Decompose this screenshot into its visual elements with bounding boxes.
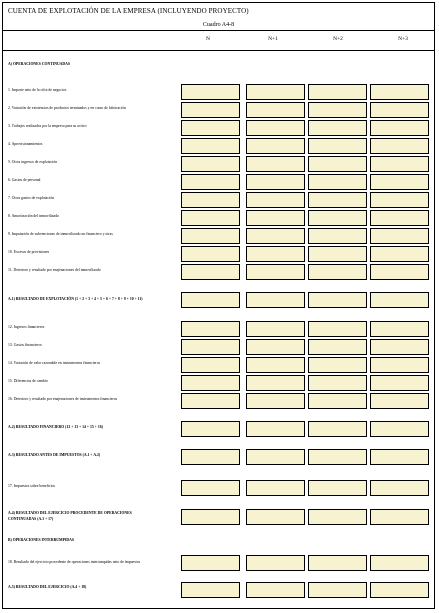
input-cell-r9-n1[interactable] <box>246 228 305 244</box>
row-label-subtotal: A.5) RESULTADO DEL EJERCICIO (A.4 + 18) <box>8 585 87 589</box>
input-cell-r16-n[interactable] <box>181 393 240 409</box>
input-cell-r4-n3[interactable] <box>370 138 429 154</box>
input-cell-a2-n[interactable] <box>181 421 240 437</box>
input-cell-a3-n1[interactable] <box>246 449 305 465</box>
input-cell-r13-n[interactable] <box>181 339 240 355</box>
column-header-n3: N+3 <box>398 36 408 42</box>
input-cell-r16-n1[interactable] <box>246 393 305 409</box>
input-cell-r6-n3[interactable] <box>370 174 429 190</box>
input-cell-r8-n[interactable] <box>181 210 240 226</box>
input-cell-a1-n2[interactable] <box>308 292 367 308</box>
input-cell-r13-n2[interactable] <box>308 339 367 355</box>
input-cell-r7-n1[interactable] <box>246 192 305 208</box>
input-cell-r4-n[interactable] <box>181 138 240 154</box>
row-label-subtotal: A.4) RESULTADO DEL EJERCICIO PROCEDENTE DE OPERACIONES <box>8 511 132 515</box>
input-cell-r8-n3[interactable] <box>370 210 429 226</box>
input-cell-r16-n3[interactable] <box>370 393 429 409</box>
input-cell-a4-n1[interactable] <box>246 509 305 525</box>
input-cell-r12-n1[interactable] <box>246 321 305 337</box>
row-label: 17. Impuestos sobre beneficios <box>8 484 56 488</box>
row-label: 18. Resultado del ejercicio procedente de operaciones interrumpidas neto de impuestos <box>8 560 141 564</box>
input-cell-r14-n3[interactable] <box>370 357 429 373</box>
input-cell-r11-n2[interactable] <box>308 264 367 280</box>
input-cell-r6-n1[interactable] <box>246 174 305 190</box>
input-cell-r4-n2[interactable] <box>308 138 367 154</box>
input-cell-r3-n1[interactable] <box>246 120 305 136</box>
divider <box>3 50 434 51</box>
column-header-n: N <box>206 36 210 42</box>
row-label-subtotal: A.2) RESULTADO FINANCIERO (12 + 13 + 14 + 15 + 16) <box>8 425 103 429</box>
input-cell-r12-n3[interactable] <box>370 321 429 337</box>
input-cell-r10-n1[interactable] <box>246 246 305 262</box>
input-cell-r7-n2[interactable] <box>308 192 367 208</box>
input-cell-r2-n2[interactable] <box>308 102 367 118</box>
row-label: 3. Trabajos realizados por la empresa para su activo <box>8 124 87 128</box>
input-cell-r6-n2[interactable] <box>308 174 367 190</box>
section-heading-interrumpidas: B) OPERACIONES INTERRUMPIDAS <box>8 538 75 542</box>
row-label: 6. Gastos de personal <box>8 178 41 182</box>
input-cell-r18-n2[interactable] <box>308 555 367 571</box>
row-label: 11. Deterioro y resultado por enajenaciones del inmovilizado <box>8 268 101 272</box>
input-cell-r14-n[interactable] <box>181 357 240 373</box>
row-label: 16. Deterioro y resultado por enajenaciones de instrumentos financieros <box>8 397 118 401</box>
input-cell-r14-n1[interactable] <box>246 357 305 373</box>
page-title: CUENTA DE EXPLOTACIÓN DE LA EMPRESA (INCLUYENDO PROYECTO) <box>8 7 249 15</box>
input-cell-r2-n[interactable] <box>181 102 240 118</box>
input-cell-r15-n3[interactable] <box>370 375 429 391</box>
row-label: 4. Aprovisionamientos <box>8 142 43 146</box>
input-cell-r16-n2[interactable] <box>308 393 367 409</box>
input-cell-r12-n[interactable] <box>181 321 240 337</box>
input-cell-r13-n1[interactable] <box>246 339 305 355</box>
row-label: 13. Gastos financieros <box>8 343 42 347</box>
row-label: 12. Ingresos financieros <box>8 325 45 329</box>
input-cell-r14-n2[interactable] <box>308 357 367 373</box>
input-cell-r9-n[interactable] <box>181 228 240 244</box>
input-cell-r8-n1[interactable] <box>246 210 305 226</box>
input-cell-r2-n3[interactable] <box>370 102 429 118</box>
input-cell-r9-n3[interactable] <box>370 228 429 244</box>
input-cell-r1-n3[interactable] <box>370 84 429 100</box>
row-label: 9. Imputación de subvenciones de inmovilizado no financiero y otras <box>8 232 113 236</box>
row-label: 2. Variación de existencias de productos terminados y en curso de fabricación <box>8 106 126 110</box>
input-cell-r5-n[interactable] <box>181 156 240 172</box>
input-cell-a2-n2[interactable] <box>308 421 367 437</box>
column-header-n2: N+2 <box>333 36 343 42</box>
input-cell-r15-n1[interactable] <box>246 375 305 391</box>
row-label: 15. Diferencias de cambio <box>8 379 48 383</box>
input-cell-a4-n[interactable] <box>181 509 240 525</box>
row-label-subtotal: A.3) RESULTADO ANTES DE IMPUESTOS (A.1 + A.2) <box>8 453 101 457</box>
input-cell-a5-n1[interactable] <box>246 582 305 598</box>
input-cell-r11-n1[interactable] <box>246 264 305 280</box>
input-cell-r3-n3[interactable] <box>370 120 429 136</box>
input-cell-a1-n3[interactable] <box>370 292 429 308</box>
row-label: 5. Otros ingresos de explotación <box>8 160 58 164</box>
row-label-subtotal: A.1) RESULTADO DE EXPLOTACIÓN (1 + 2 + 3 + 4 + 5 + 6 + 7 + 8 + 9 + 10 + 11) <box>8 297 143 301</box>
input-cell-a2-n1[interactable] <box>246 421 305 437</box>
input-cell-r18-n1[interactable] <box>246 555 305 571</box>
input-cell-r10-n[interactable] <box>181 246 240 262</box>
input-cell-r5-n2[interactable] <box>308 156 367 172</box>
input-cell-a3-n2[interactable] <box>308 449 367 465</box>
input-cell-r1-n2[interactable] <box>308 84 367 100</box>
input-cell-r2-n1[interactable] <box>246 102 305 118</box>
input-cell-r12-n2[interactable] <box>308 321 367 337</box>
input-cell-a2-n3[interactable] <box>370 421 429 437</box>
input-cell-r7-n[interactable] <box>181 192 240 208</box>
input-cell-r15-n2[interactable] <box>308 375 367 391</box>
input-cell-a1-n1[interactable] <box>246 292 305 308</box>
input-cell-a4-n3[interactable] <box>370 509 429 525</box>
input-cell-a1-n[interactable] <box>181 292 240 308</box>
input-cell-a5-n3[interactable] <box>370 582 429 598</box>
row-label: 8. Amortización del inmovilizado <box>8 214 60 218</box>
input-cell-r10-n2[interactable] <box>308 246 367 262</box>
input-cell-a5-n[interactable] <box>181 582 240 598</box>
row-label: 7. Otros gastos de explotación <box>8 196 54 200</box>
input-cell-r18-n3[interactable] <box>370 555 429 571</box>
input-cell-r4-n1[interactable] <box>246 138 305 154</box>
input-cell-r5-n3[interactable] <box>370 156 429 172</box>
input-cell-a5-n2[interactable] <box>308 582 367 598</box>
input-cell-r17-n2[interactable] <box>308 480 367 496</box>
input-cell-r9-n2[interactable] <box>308 228 367 244</box>
input-cell-a3-n[interactable] <box>181 449 240 465</box>
input-cell-r3-n2[interactable] <box>308 120 367 136</box>
row-label-subtotal-cont: CONTINUADAS (A.3 + 17) <box>8 517 54 521</box>
column-header-n1: N+1 <box>268 36 278 42</box>
input-cell-r17-n3[interactable] <box>370 480 429 496</box>
input-cell-r3-n[interactable] <box>181 120 240 136</box>
input-cell-r1-n[interactable] <box>181 84 240 100</box>
section-heading-continuadas: A) OPERACIONES CONTINUADAS <box>8 62 71 66</box>
table-caption: Cuadro A4-8 <box>202 22 235 28</box>
input-cell-a3-n3[interactable] <box>370 449 429 465</box>
input-cell-r15-n[interactable] <box>181 375 240 391</box>
input-cell-r18-n[interactable] <box>181 555 240 571</box>
row-label: 10. Excesos de provisiones <box>8 250 50 254</box>
document-frame <box>2 2 435 609</box>
input-cell-r1-n1[interactable] <box>246 84 305 100</box>
input-cell-a4-n2[interactable] <box>308 509 367 525</box>
input-cell-r6-n[interactable] <box>181 174 240 190</box>
row-label: 1. Importe neto de la cifra de negocios <box>8 88 67 92</box>
input-cell-r17-n1[interactable] <box>246 480 305 496</box>
input-cell-r7-n3[interactable] <box>370 192 429 208</box>
input-cell-r11-n3[interactable] <box>370 264 429 280</box>
input-cell-r11-n[interactable] <box>181 264 240 280</box>
input-cell-r8-n2[interactable] <box>308 210 367 226</box>
divider <box>3 30 434 31</box>
input-cell-r10-n3[interactable] <box>370 246 429 262</box>
input-cell-r13-n3[interactable] <box>370 339 429 355</box>
input-cell-r5-n1[interactable] <box>246 156 305 172</box>
input-cell-r17-n[interactable] <box>181 480 240 496</box>
row-label: 14. Variación de valor razonable en instrumentos financieros <box>8 361 101 365</box>
